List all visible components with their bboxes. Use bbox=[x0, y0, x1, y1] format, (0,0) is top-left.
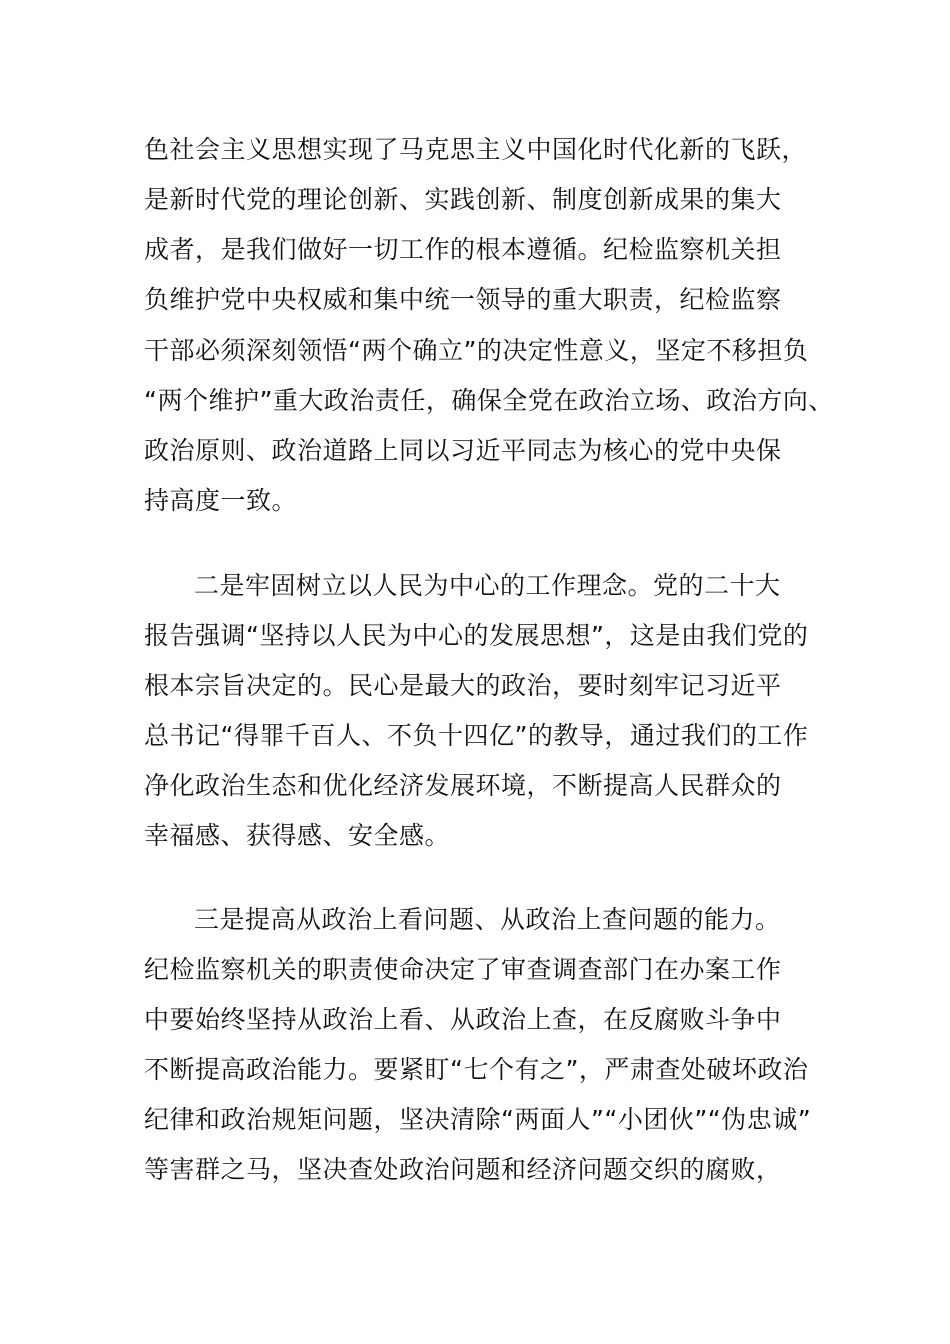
text-line: 纪律和政治规矩问题，坚决清除“两面人”“小团伙”“伪忠诚” bbox=[144, 1105, 812, 1134]
text-line: 不断提高政治能力。要紧盯“七个有之”，严肃查处破坏政治 bbox=[144, 1055, 809, 1084]
paragraph-start-line: 三是提高从政治上看问题、从政治上查问题的能力。 bbox=[194, 905, 781, 934]
text-line: 报告强调“坚持以人民为中心的发展思想”，这是由我们党的 bbox=[144, 621, 809, 650]
text-line: “两个维护”重大政治责任，确保全党在政治立场、政治方向、 bbox=[144, 386, 834, 415]
text-line: 持高度一致。 bbox=[144, 486, 298, 515]
text-line: 总书记“得罪千百人、不负十四亿”的教导，通过我们的工作 bbox=[144, 721, 809, 750]
text-line: 中要始终坚持从政治上看、从政治上查，在反腐败斗争中 bbox=[144, 1005, 782, 1034]
text-line: 等害群之马，坚决查处政治问题和经济问题交织的腐败， bbox=[144, 1155, 782, 1184]
text-line: 纪检监察机关的职责使命决定了审查调查部门在办案工作 bbox=[144, 955, 782, 984]
text-line: 负维护党中央权威和集中统一领导的重大职责，纪检监察 bbox=[144, 285, 782, 314]
text-line: 净化政治生态和优化经济发展环境，不断提高人民群众的 bbox=[144, 771, 782, 800]
text-line: 是新时代党的理论创新、实践创新、制度创新成果的集大 bbox=[144, 185, 782, 214]
text-line: 政治原则、政治道路上同以习近平同志为核心的党中央保 bbox=[144, 436, 782, 465]
text-line: 幸福感、获得感、安全感。 bbox=[144, 821, 451, 850]
text-line: 根本宗旨决定的。民心是最大的政治，要时刻牢记习近平 bbox=[144, 671, 782, 700]
paragraph-start-line: 二是牢固树立以人民为中心的工作理念。党的二十大 bbox=[194, 571, 781, 600]
text-line: 成者，是我们做好一切工作的根本遵循。纪检监察机关担 bbox=[144, 235, 782, 264]
text-line: 色社会主义思想实现了马克思主义中国化时代化新的飞跃， bbox=[144, 135, 808, 164]
text-line: 干部必须深刻领悟“两个确立”的决定性意义，坚定不移担负 bbox=[144, 336, 809, 365]
